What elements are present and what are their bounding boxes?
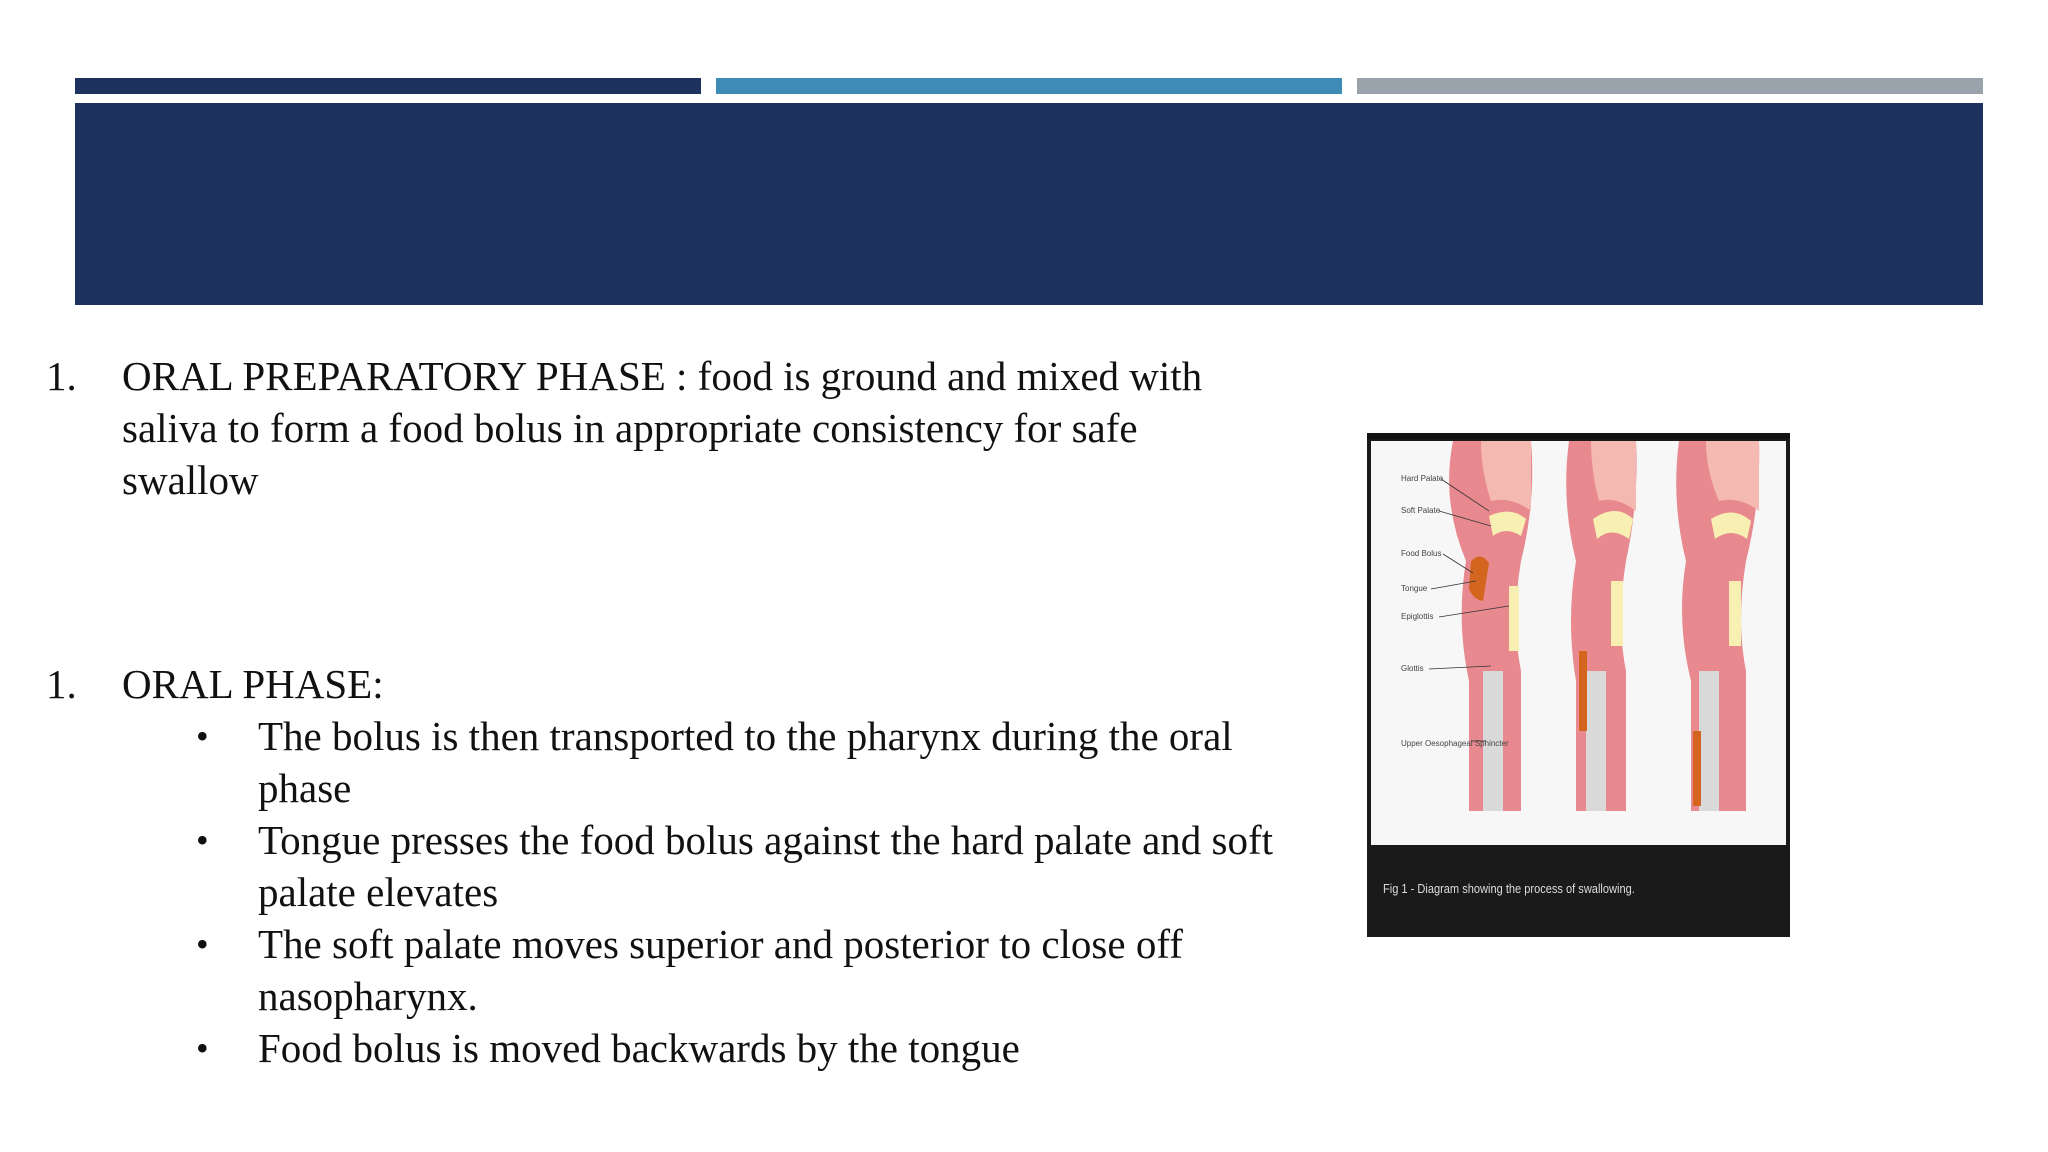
oral-phase-bullets xyxy=(0,710,1280,1074)
label-epiglottis: Epiglottis xyxy=(1401,612,1434,621)
item-number: 1. xyxy=(46,661,77,707)
bullet-icon: • xyxy=(196,716,209,756)
item-text: ORAL PREPARATORY PHASE : food is ground and mixed with saliva to form a food bolus in appropriate consistency for safe swallow xyxy=(122,353,1203,503)
label-tongue: Tongue xyxy=(1401,584,1428,593)
bullet-icon: • xyxy=(196,1028,209,1068)
bullet-item: • The bolus is then transported to the pharynx during the oral phase xyxy=(0,710,1280,814)
bullet-icon: • xyxy=(196,924,209,964)
label-food-bolus: Food Bolus xyxy=(1401,549,1442,558)
label-glottis: Glottis xyxy=(1401,664,1424,673)
figure-border xyxy=(1367,433,1790,439)
item-number: 1. xyxy=(46,353,77,399)
diagram-panel-1 xyxy=(1401,441,1532,811)
accent-bar-blue xyxy=(716,78,1342,94)
item-heading: ORAL PHASE: xyxy=(122,661,384,707)
diagram-panel-3 xyxy=(1676,441,1759,811)
bullet-icon: • xyxy=(196,820,209,860)
title-banner xyxy=(75,103,1983,305)
list-item-oral-preparatory xyxy=(0,350,1280,506)
slide-content xyxy=(0,350,1280,1074)
figure-caption: Fig 1 - Diagram showing the process of swallowing. xyxy=(1383,881,1635,896)
bullet-item: • Tongue presses the food bolus against the hard palate and soft palate elevates xyxy=(0,814,1280,918)
label-soft-palate: Soft Palate xyxy=(1401,506,1441,515)
accent-bar-dark xyxy=(75,78,701,94)
swallowing-diagram xyxy=(1371,441,1786,845)
swallowing-diagram-svg xyxy=(1371,441,1786,845)
accent-bar-gray xyxy=(1357,78,1983,94)
swallowing-diagram-figure xyxy=(1367,433,1790,937)
list-item-oral-phase xyxy=(0,658,1280,710)
diagram-panel-2 xyxy=(1566,441,1636,811)
bullet-item: • Food bolus is moved backwards by the tongue xyxy=(0,1022,1280,1074)
bullet-item: • The soft palate moves superior and posterior to close off nasopharynx. xyxy=(0,918,1280,1022)
label-hard-palate: Hard Palate xyxy=(1401,474,1444,483)
label-upper-oesophageal-sphincter: Upper Oesophageal Sphincter xyxy=(1401,739,1509,748)
